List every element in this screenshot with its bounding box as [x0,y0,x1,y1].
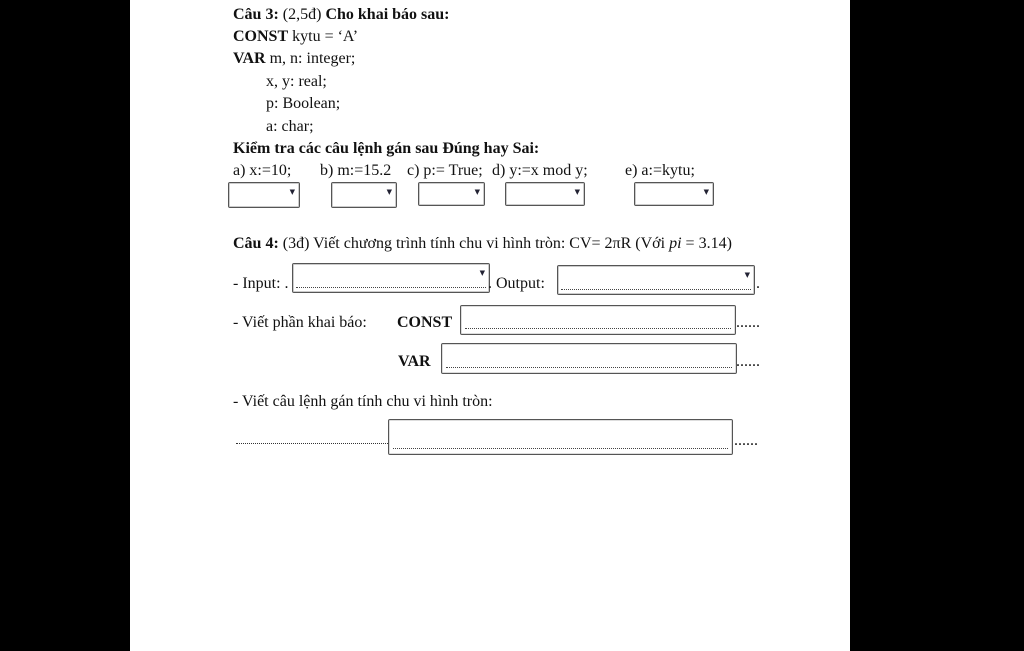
q3-title [233,5,449,25]
var-keyword: VAR [233,50,266,67]
assign-label: - Viết câu lệnh gán tính chu vi hình tròn: [233,393,493,410]
var-declaration-1: m, n: integer; [269,50,356,67]
const-declaration: kytu = ‘A’ [292,28,359,45]
var-declaration-2: x, y: real; [266,73,327,90]
answer-dropdown-c[interactable] [418,182,485,206]
output-field-dots [557,265,755,295]
output-dropdown[interactable] [557,265,755,295]
assignment-d: d) y:=x mod y; [492,162,588,179]
input-field-dots [292,263,490,293]
const-line [233,27,358,47]
q4-title [233,234,732,254]
document-page [130,0,850,651]
chevron-down-icon: ▼ [574,188,580,196]
output-period: . [756,275,760,292]
q4-label: Câu 4: [233,235,279,252]
q3-points: (2,5đ) [282,6,322,23]
var-declaration-3: p: Boolean; [266,95,341,112]
var-answer-field[interactable] [441,343,737,374]
assignment-b: b) m:=15.2 [320,162,392,179]
output-label: . Output: [488,275,545,292]
input-dropdown[interactable] [292,263,490,293]
input-label: - Input: . [233,275,289,292]
q3-label: Câu 3: [233,6,279,23]
q3-heading: Cho khai báo sau: [325,6,450,23]
answer-dropdown-d[interactable] [505,182,585,206]
answer-dropdown-a[interactable] [228,182,300,208]
q4-points: (3đ) [282,235,310,252]
const-answer-field[interactable] [460,305,736,335]
pi-value: = 3.14) [685,235,732,252]
chevron-down-icon: ▼ [744,271,750,279]
const-keyword: CONST [233,28,289,45]
chevron-down-icon: ▼ [289,188,295,196]
const-trailing-dots: ...... [736,314,760,331]
assignment-e: e) a:=kytu; [625,162,695,179]
q3-check-heading: Kiểm tra các câu lệnh gán sau Đúng hay Sai: [233,140,540,157]
var-keyword-q4: VAR [398,353,431,370]
chevron-down-icon: ▼ [386,188,392,196]
assignment-c: c) p:= True; [407,162,483,179]
chevron-down-icon: ▼ [703,188,709,196]
q4-task: Viết chương trình tính chu vi hình tròn: CV= 2πR (Với [313,235,666,252]
answer-dropdown-e[interactable] [634,182,714,206]
chevron-down-icon: ▼ [474,188,480,196]
chevron-down-icon: ▼ [479,269,485,277]
answer-dropdown-b[interactable] [331,182,397,208]
decl-label: - Viết phần khai báo: [233,314,367,331]
var-declaration-4: a: char; [266,118,314,135]
assign-trailing-dots: ...... [734,432,758,449]
assign-leading-dots [236,443,388,444]
assign-answer-field[interactable] [388,419,733,455]
var-line [233,49,355,69]
var-trailing-dots: ...... [736,353,760,370]
const-keyword-q4: CONST [397,314,453,331]
pi-variable: pi [669,235,682,252]
assignment-a: a) x:=10; [233,162,292,179]
